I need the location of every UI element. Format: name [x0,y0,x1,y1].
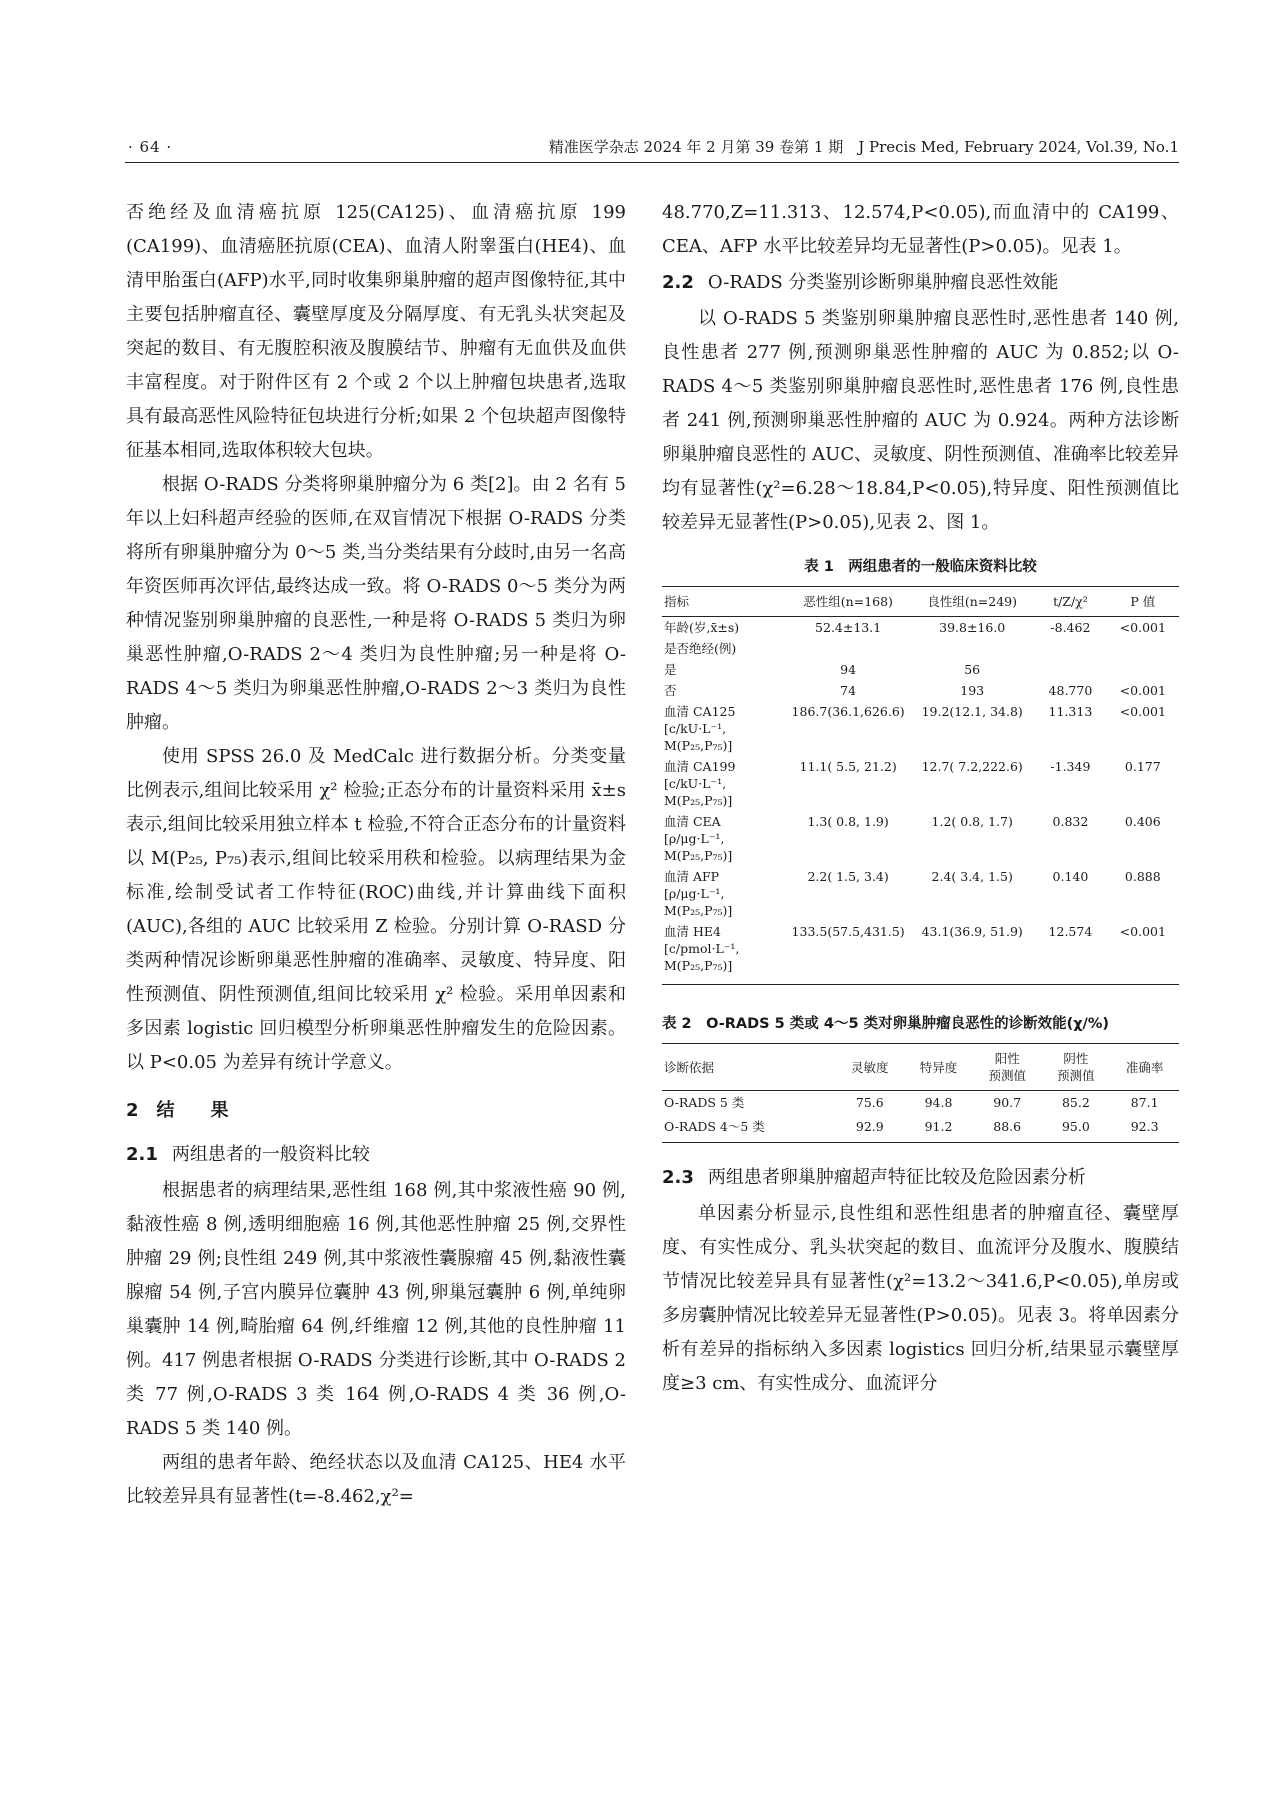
table1-cell: 2.4( 3.4, 1.5) [931,869,1013,884]
table2-header-row [662,1044,1179,1091]
table1-cell: 0.888 [1124,869,1161,884]
paragraph-results-cont: 48.770,Z=11.313、12.574,P<0.05),而血清中的 CA199、CEA、AFP 水平比较差异均无显著性(P>0.05)。见表 1。 [662,202,1179,257]
table1-cell: 133.5(57.5,431.5) [786,921,910,985]
table1-cell [786,638,910,659]
table2-cell: 85.2 [1061,1095,1090,1110]
table1-cell: 1.2( 0.8, 1.7) [931,814,1013,829]
paragraph-results-orads: 以 O-RADS 5 类鉴别卵巢肿瘤良恶性时,恶性患者 140 例,良性患者 277 例,预测卵巢恶性肿瘤的 AUC 为 0.852;以 O-RADS 4～5 类鉴别卵巢肿瘤良恶性时,恶性患者 176 例,良性患者 241 例,预测卵巢恶性肿瘤的 AUC 为 0.924。两种方法诊断卵巢肿瘤良恶性的 AUC、灵敏度、阴性预测值、准确率比较差异均有显著性(χ²=6.28～18.84,P<0.05),特异度、阳性预测值比较差异无显著性(P>0.05),见表 2、图 1。 [662,308,1179,533]
subsection-title: 两组患者卵巢肿瘤超声特征比较及危险因素分析 [707,1167,1086,1188]
table1-cell: <0.001 [1119,704,1166,719]
table1-cell: 193 [960,683,985,698]
journal-header: 精准医学杂志 2024 年 2 月第 39 卷第 1 期 J Precis Med, February 2024, Vol.39, No.1 [548,138,1179,156]
table1-cell: 56 [964,662,981,677]
table1-cell: <0.001 [1107,921,1179,985]
table1-row-label: 是否绝经(例) [664,641,737,656]
table1-row [662,921,1179,985]
table1-caption: 表 1 两组患者的一般临床资料比较 [804,559,1037,575]
table1-row [662,866,1179,921]
table1-cell: 11.313 [1048,704,1093,719]
table1-row [662,638,1179,659]
paragraph-results-ultrasound: 单因素分析显示,良性组和恶性组患者的肿瘤直径、囊壁厚度、有实性成分、乳头状突起的数目、血流评分及腹水、腹膜结节情况比较差异具有显著性(χ²=13.2～341.6,P<0.05),单房或多房囊肿情况比较差异无显著性(P>0.05)。见表 3。将单因素分析有差异的指标纳入多因素 logistics 回归分析,结果显示囊壁厚度≥3 cm、有实性成分、血流评分 [662,1203,1179,1394]
table1-row [662,680,1179,701]
table1-cell [1034,638,1106,659]
table1-header-cell: 恶性组(n=168) [786,587,910,617]
table1-row-label: 血清 AFP [ρ/μg·L⁻¹, M(P₂₅,P₇₅)] [664,869,733,918]
subsection-heading-2-3 [662,1161,1179,1195]
table1-row-label: 血清 CA125 [c/kU·L⁻¹, M(P₂₅,P₇₅)] [664,704,736,753]
table2-cell: 88.6 [973,1115,1042,1143]
table1-cell: <0.001 [1119,620,1166,635]
table1-cell: 2.2( 1.5, 3.4) [807,869,889,884]
page-number: · 64 · [128,138,173,156]
table1-header-cell: 良性组(n=249) [910,587,1034,617]
table1-cell: 94 [840,662,857,677]
subsection-number: 2.2 [662,272,694,293]
table1-cell [1107,638,1179,659]
table1-cell: -1.349 [1050,759,1091,774]
table1-row-label: 血清 CA199 [c/kU·L⁻¹, M(P₂₅,P₇₅)] [664,759,736,808]
table2-header-cell: 灵敏度 [835,1044,904,1091]
subsection-number: 2.1 [126,1144,158,1165]
table1-header-row [662,587,1179,617]
table2-header-cell: 阴性 预测值 [1042,1044,1111,1091]
paragraph-results-2: 两组的患者年龄、绝经状态以及血清 CA125、HE4 水平比较差异具有显著性(t=-8.462,χ²= [126,1452,626,1507]
table1-row [662,617,1179,639]
table1 [662,586,1179,985]
table1-row [662,811,1179,866]
section-heading-results: 2 结 果 [126,1100,229,1121]
table2-cell: 95.0 [1042,1115,1111,1143]
table1-row-label: 是 [664,662,677,677]
table2-header-cell: 特异度 [904,1044,973,1091]
table1-header-cell: 指标 [662,587,786,617]
table1-cell [1107,659,1179,680]
table1-cell: <0.001 [1119,683,1166,698]
left-column [126,196,626,1514]
table2-cell: 75.6 [855,1095,884,1110]
table1-row-label: 血清 HE4 [c/pmol·L⁻¹, M(P₂₅,P₇₅)] [662,921,786,985]
table2-cell: 91.2 [904,1115,973,1143]
subsection-number: 2.3 [662,1167,694,1188]
table1-cell: 43.1(36.9, 51.9) [910,921,1034,985]
table1-cell: 19.2(12.1, 34.8) [921,704,1023,719]
table1-header-cell: P 值 [1107,587,1179,617]
table1-cell: 1.3( 0.8, 1.9) [807,814,889,829]
table2 [662,1043,1179,1143]
table1-row-label: 否 [664,683,677,698]
table1-cell: 186.7(36.1,626.6) [791,704,905,719]
table1-cell: 0.406 [1124,814,1161,829]
table2-caption: 表 2 O-RADS 5 类或 4～5 类对卵巢肿瘤良恶性的诊断效能(χ/%) [662,1016,1110,1032]
header-rule [125,162,1179,163]
subsection-title: O-RADS 分类鉴别诊断卵巢肿瘤良恶性效能 [707,272,1059,293]
table2-row-label: O-RADS 4～5 类 [662,1115,835,1143]
table1-cell: 52.4±13.1 [815,620,882,635]
table1-cell: -8.462 [1050,620,1091,635]
table2-row [662,1115,1179,1143]
paragraph-methods-3: 使用 SPSS 26.0 及 MedCalc 进行数据分析。分类变量比例表示,组间比较采用 χ² 检验;正态分布的计量资料采用 x̄±s 表示,组间比较采用独立样本 t 检验,不符合正态分布的计量资料以 M(P₂₅, P₇₅)表示,组间比较采用秩和检验。以病理结果为金标准,绘制受试者工作特征(ROC)曲线,并计算曲线下面积(AUC),各组的 AUC 比较采用 Z 检验。分别计算 O-RASD 分类两种情况诊断卵巢恶性肿瘤的准确率、灵敏度、特异度、阳性预测值、阴性预测值,组间比较采用 χ² 检验。采用单因素和多因素 logistic 回归模型分析卵巢恶性肿瘤发生的危险因素。以 P<0.05 为差异有统计学意义。 [126,746,626,1073]
table2-cell: 92.3 [1110,1115,1179,1143]
table2-header-cell: 阳性 预测值 [973,1044,1042,1091]
table2-cell: 92.9 [835,1115,904,1143]
table1-cell [910,638,1034,659]
table1-cell: 11.1( 5.5, 21.2) [799,759,897,774]
table1-header-cell: t/Z/χ² [1034,587,1106,617]
table2-cell: 87.1 [1130,1095,1159,1110]
table2-cell: 90.7 [993,1095,1022,1110]
table2-cell: 94.8 [924,1095,953,1110]
paragraph-methods-1: 否绝经及血清癌抗原 125(CA125)、血清癌抗原 199 (CA199)、血清癌胚抗原(CEA)、血清人附睾蛋白(HE4)、血清甲胎蛋白(AFP)水平,同时收集卵巢肿瘤的超声图像特征,其中主要包括肿瘤直径、囊壁厚度及分隔厚度、有无乳头状突起及突起的数目、有无腹腔积液及腹膜结节、肿瘤有无血供及血供丰富程度。对于附件区有 2 个或 2 个以上肿瘤包块患者,选取具有最高恶性风险特征包块进行分析;如果 2 个包块超声图像特征基本相同,选取体积较大包块。 [126,202,626,461]
subsection-heading-2-1 [126,1138,626,1172]
table1-cell: 39.8±16.0 [939,620,1006,635]
table1-cell [1034,659,1106,680]
table1-row-label: 年龄(岁,x̄±s) [664,620,740,635]
table2-header-cell: 准确率 [1110,1044,1179,1091]
table1-cell: 12.7( 7.2,222.6) [921,759,1023,774]
table1-cell: 0.177 [1124,759,1161,774]
table2-row [662,1091,1179,1116]
table1-row-label: 血清 CEA [ρ/μg·L⁻¹, M(P₂₅,P₇₅)] [664,814,733,863]
table1-cell: 48.770 [1048,683,1093,698]
paragraph-methods-2: 根据 O-RADS 分类将卵巢肿瘤分为 6 类[2]。由 2 名有 5 年以上妇科超声经验的医师,在双盲情况下根据 O-RADS 分类将所有卵巢肿瘤分为 0～5 类,当分类结果有分歧时,由另一名高年资医师再次评估,最终达成一致。将 O-RADS 0～5 类分为两种情况鉴别卵巢肿瘤的良恶性,一种是将 O-RADS 5 类归为卵巢恶性肿瘤,O-RADS 2～4 类归为良性肿瘤;另一种是将 O-RADS 4～5 类归为卵巢恶性肿瘤,O-RADS 2～3 类归为良性肿瘤。 [126,474,626,733]
table2-row-label: O-RADS 5 类 [664,1095,745,1110]
subsection-title: 两组患者的一般资料比较 [171,1144,370,1165]
table1-row [662,659,1179,680]
table1-cell: 12.574 [1034,921,1106,985]
table1-cell: 74 [840,683,857,698]
table2-header-cell: 诊断依据 [662,1044,835,1091]
subsection-heading-2-2 [662,266,1179,300]
table1-row [662,756,1179,811]
table1-cell: 0.140 [1052,869,1089,884]
right-column [662,196,1179,1401]
table1-cell: 0.832 [1052,814,1089,829]
table1-row [662,701,1179,756]
paragraph-results-1: 根据患者的病理结果,恶性组 168 例,其中浆液性癌 90 例,黏液性癌 8 例,透明细胞癌 16 例,其他恶性肿瘤 25 例,交界性肿瘤 29 例;良性组 249 例,其中浆液性囊腺瘤 45 例,黏液性囊腺瘤 54 例,子宫内膜异位囊肿 43 例,卵巢冠囊肿 6 例,单纯卵巢囊肿 14 例,畸胎瘤 64 例,纤维瘤 12 例,其他的良性肿瘤 11 例。417 例患者根据 O-RADS 分类进行诊断,其中 O-RADS 2 类 77 例,O-RADS 3 类 164 例,O-RADS 4 类 36 例,O-RADS 5 类 140 例。 [126,1180,626,1439]
